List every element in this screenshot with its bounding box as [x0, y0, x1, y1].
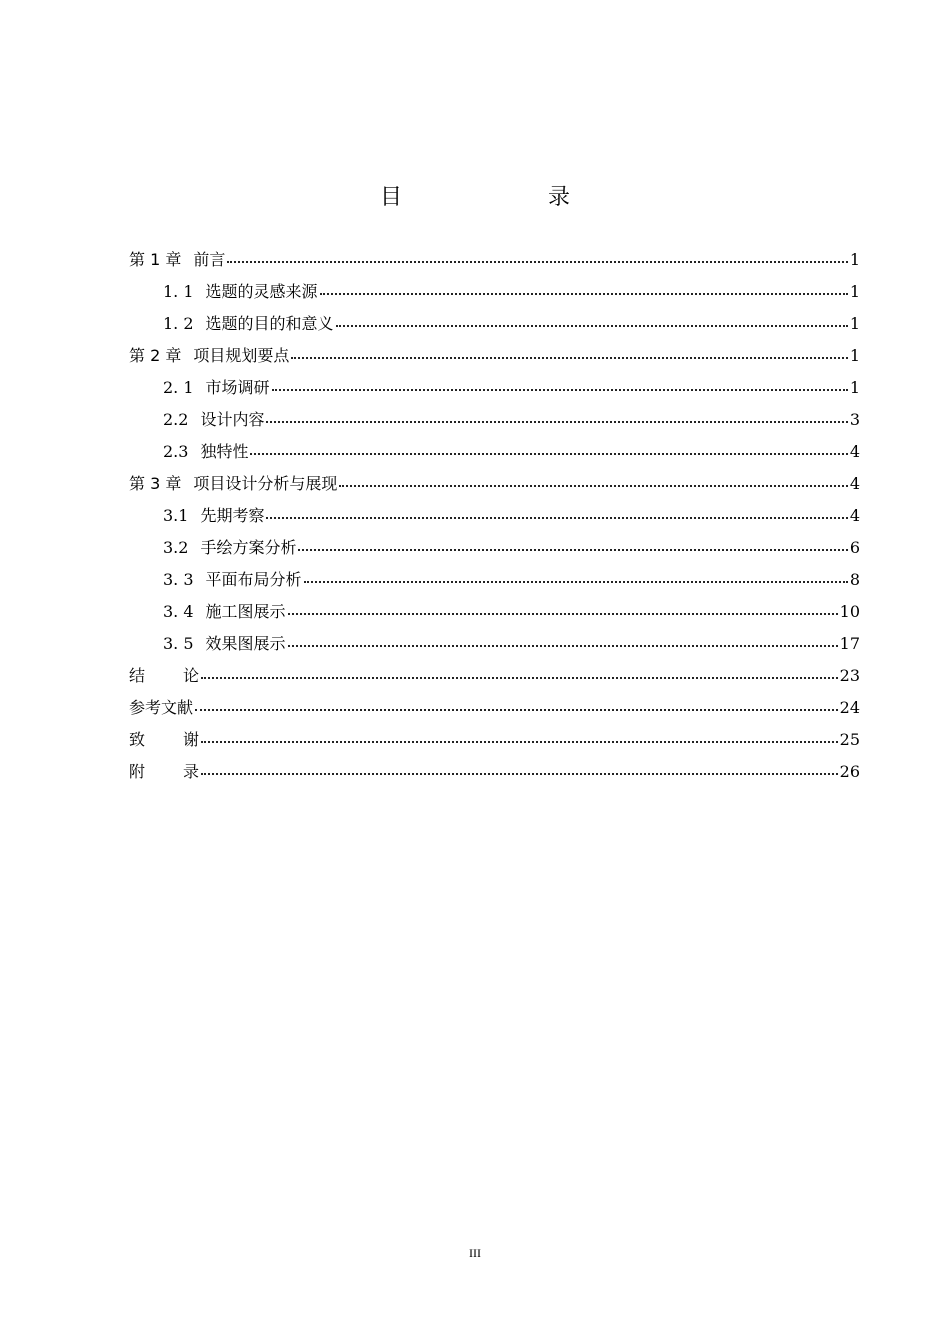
toc-entry[interactable]	[129, 726, 860, 758]
toc-entry-label	[163, 406, 264, 434]
toc-entry-label	[129, 470, 337, 498]
dot-leader	[201, 763, 838, 775]
toc-entry-number: 致	[129, 730, 146, 749]
dot-leader	[201, 667, 838, 679]
dot-leader	[336, 315, 848, 327]
toc-entry-label	[129, 758, 199, 786]
toc-entry-label	[163, 310, 334, 338]
toc-entry-label	[163, 502, 264, 530]
toc-entry[interactable]	[129, 406, 860, 438]
dot-leader	[291, 347, 847, 359]
toc-entry-label	[163, 598, 286, 626]
page-number-footer: III	[469, 1246, 481, 1260]
toc-entry-text: 谢	[183, 730, 200, 749]
toc-entry-number: 3.1	[163, 506, 189, 525]
toc-entry-page-number: 17	[839, 634, 860, 653]
toc-entry-page-number: 1	[849, 314, 860, 333]
toc-entry-label	[163, 438, 248, 466]
toc-entry-number: 2. 1	[163, 378, 194, 397]
toc-entry-text: 项目设计分析与展现	[193, 474, 338, 493]
toc-entry-text: 平面布局分析	[205, 570, 302, 589]
toc-entry-number: 附	[129, 762, 146, 781]
dot-leader	[266, 411, 847, 423]
toc-entry-number: 3. 4	[163, 602, 194, 621]
toc-entry[interactable]	[129, 278, 860, 310]
toc-entry-label	[163, 566, 302, 594]
toc-entry-number: 2.3	[163, 442, 189, 461]
toc-entry-text: 选题的灵感来源	[205, 282, 318, 301]
toc-entry-text: 前言	[193, 250, 226, 269]
toc-entry[interactable]	[129, 662, 860, 694]
toc-entry-label	[163, 278, 318, 306]
dot-leader	[304, 571, 848, 583]
dot-leader	[201, 731, 838, 743]
toc-entry-text: 参考文献	[129, 698, 194, 717]
toc-entry-label	[129, 342, 289, 370]
toc-entry[interactable]	[129, 438, 860, 470]
toc-entry[interactable]	[129, 758, 860, 790]
toc-entry-text: 先期考察	[200, 506, 265, 525]
toc-entry-page-number: 1	[849, 346, 860, 365]
dot-leader	[298, 539, 847, 551]
dot-leader	[266, 507, 847, 519]
toc-entry-label	[129, 662, 199, 690]
toc-entry-page-number: 3	[849, 410, 860, 429]
toc-entry-number: 1. 2	[163, 314, 194, 333]
toc-entry-number: 3.2	[163, 538, 189, 557]
toc-entry[interactable]	[129, 374, 860, 406]
dot-leader	[288, 603, 838, 615]
toc-entry-text: 施工图展示	[205, 602, 286, 621]
toc-entry[interactable]	[129, 502, 860, 534]
toc-entry-label	[129, 694, 193, 722]
toc-entry-page-number: 4	[849, 474, 860, 493]
toc-entry-page-number: 4	[849, 442, 860, 461]
dot-leader	[272, 379, 848, 391]
toc-entry-page-number: 4	[849, 506, 860, 525]
toc-entry-label	[163, 630, 286, 658]
dot-leader	[250, 443, 847, 455]
toc-entry[interactable]	[129, 534, 860, 566]
toc-entry-text: 论	[183, 666, 200, 685]
toc-entry-text: 手绘方案分析	[200, 538, 297, 557]
dot-leader	[227, 251, 847, 263]
dot-leader	[288, 635, 838, 647]
toc-title: 目 录	[379, 185, 604, 210]
toc-entry-page-number: 1	[849, 282, 860, 301]
toc-entry-text: 效果图展示	[205, 634, 286, 653]
toc-entry-number: 1. 1	[163, 282, 194, 301]
toc-entry-label	[129, 726, 199, 754]
toc-entry[interactable]	[129, 310, 860, 342]
toc-entry-text: 独特性	[200, 442, 249, 461]
toc-entry-number: 3. 5	[163, 634, 194, 653]
toc-entry-text: 项目规划要点	[193, 346, 290, 365]
toc-entry-page-number: 24	[839, 698, 860, 717]
toc-entry-page-number: 10	[839, 602, 860, 621]
dot-leader	[195, 699, 838, 711]
toc-entry-page-number: 1	[849, 378, 860, 397]
toc-entry[interactable]	[129, 694, 860, 726]
toc-entry-label	[163, 374, 270, 402]
toc-entry[interactable]	[129, 598, 860, 630]
toc-entry-page-number: 1	[849, 250, 860, 269]
toc-entry-number: 第 2 章	[129, 346, 182, 365]
dot-leader	[339, 475, 847, 487]
toc-entry-number: 2.2	[163, 410, 189, 429]
toc-entry-page-number: 23	[839, 666, 860, 685]
toc-entry[interactable]	[129, 342, 860, 374]
toc-entry-page-number: 8	[849, 570, 860, 589]
toc-entry-text: 设计内容	[200, 410, 265, 429]
toc-entry-number: 第 3 章	[129, 474, 182, 493]
toc-entry-number: 3. 3	[163, 570, 194, 589]
toc-entry-page-number: 25	[839, 730, 860, 749]
toc-entry-page-number: 26	[839, 762, 860, 781]
dot-leader	[320, 283, 848, 295]
toc-entry[interactable]	[129, 630, 860, 662]
toc-entry[interactable]	[129, 246, 860, 278]
toc-entry-label	[129, 246, 225, 274]
toc-entry-page-number: 6	[849, 538, 860, 557]
toc-entry-number: 结	[129, 666, 146, 685]
toc-entry-text: 选题的目的和意义	[205, 314, 334, 333]
toc-entry[interactable]	[129, 566, 860, 598]
toc-entry[interactable]	[129, 470, 860, 502]
toc-entry-number: 第 1 章	[129, 250, 182, 269]
toc-entry-text: 市场调研	[205, 378, 270, 397]
toc-entry-label	[163, 534, 296, 562]
toc-entry-text: 录	[183, 762, 200, 781]
table-of-contents	[129, 246, 860, 790]
